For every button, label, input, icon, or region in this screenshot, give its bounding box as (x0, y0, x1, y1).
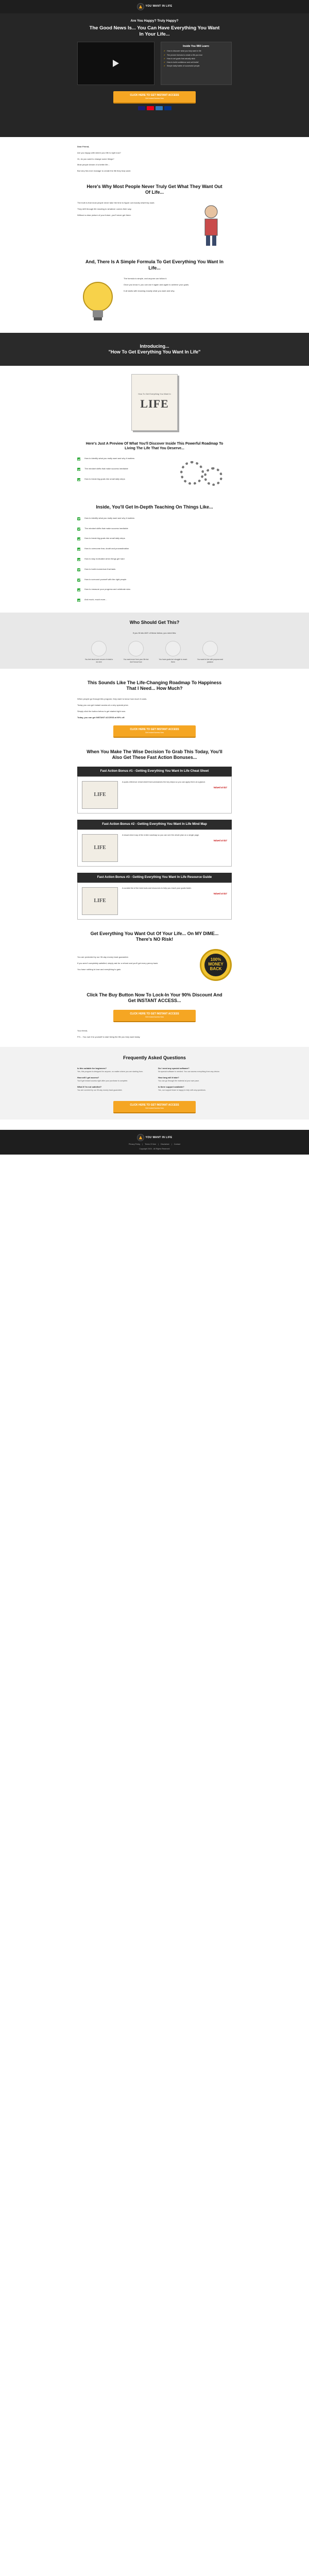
hero-headline: The Good News Is... You Can Have Everything You Want In Your Life... (89, 25, 220, 38)
bonus-card-3 (77, 873, 232, 920)
footer-link-terms[interactable]: Terms Of Use (145, 1143, 157, 1146)
learn-item: ✔ How to build confidence and self-belief (164, 61, 199, 64)
cta-button-top[interactable]: CLICK HERE TO GET INSTANT ACCESS Get Instant Access Now (113, 91, 196, 104)
feature-item: And much, much more... (77, 598, 232, 604)
payment-icons (0, 106, 309, 110)
persona-card: You want to live with purpose and passion (196, 641, 225, 664)
final-title: Click The Buy Button Now To Lock-In Your 90% Discount And Get INSTANT ACCESS... (87, 992, 222, 1003)
bonus-title: Fast Action Bonus #1 - Getting Everything You Want In Life Cheat Sheet (100, 769, 209, 773)
feature-item: How to measure your progress and celebrate wins (77, 588, 232, 594)
hero-section (0, 13, 309, 137)
visa-icon (138, 106, 145, 110)
bonus-text: A visual mind map of the entire roadmap so you can see the whole plan on a single page. (122, 834, 200, 837)
check-icon (77, 478, 80, 481)
gear-icon (204, 467, 222, 486)
guarantee-paragraph: You have nothing to lose and everything to gain. (77, 968, 122, 971)
bonus-cover: LIFE (82, 781, 118, 809)
check-icon (77, 468, 80, 471)
learn-item: ✔ How to discover what you truly want in life (164, 50, 201, 53)
top-bar (0, 0, 309, 13)
signature: Your friend, (77, 1029, 88, 1032)
faq-question[interactable]: Do I need any special software? (158, 1067, 190, 1070)
fast-action-title: When You Make The Wise Decision To Grab This Today, You'll Also Get These Fast Action Bonuses... (87, 749, 222, 760)
mastercard-icon (147, 106, 154, 110)
price-title: This Sounds Like The Life-Changing Roadmap To Happiness That I Need... How Much? (87, 680, 222, 691)
formula-title: And, There Is A Simple Formula To Get Everything You Want In Life... (85, 259, 224, 270)
check-icon (77, 548, 80, 551)
bonus-value: Valued at $17 (213, 892, 227, 895)
product-book-cover (131, 374, 178, 431)
guarantee-seal-icon (200, 949, 232, 981)
learn-item: ✔ Simple daily habits of successful people (164, 65, 200, 67)
feature-item: The mindset shifts that make success inevitable (77, 467, 170, 473)
bonus-card-2 (77, 820, 232, 867)
check-icon: ✔ (164, 61, 166, 64)
check-icon: ✔ (164, 54, 166, 56)
faq-answer: Yes, our support team is happy to help with any questions. (158, 1089, 206, 1091)
discount-title: Today, you can get INSTANT ACCESS at 90% off. (77, 716, 125, 719)
person-icon (202, 641, 218, 656)
guarantee-paragraph: If you aren't completely satisfied, simply ask for a refund and you'll get every penny back. (77, 961, 159, 964)
guarantee-section (77, 931, 232, 943)
check-icon (77, 558, 80, 561)
amex-icon (156, 106, 163, 110)
persona-card: You want more from your life but don't know how (122, 641, 150, 664)
formula-section (77, 259, 232, 324)
feature-item: How to identify what you really want and why it matters (77, 517, 232, 523)
intro-paragraph: Are you happy with where your life is right now? (77, 151, 121, 154)
copyright: Copyright 2024 - All Rights Reserved (139, 1148, 170, 1150)
cta-button-middle[interactable]: CLICK HERE TO GET INSTANT ACCESS Get Instant Access Now (113, 725, 196, 738)
bonus-cover: LIFE (82, 887, 118, 915)
sneak-title: Here's Just A Preview Of What You'll Discover Inside This Powerful Roadmap To Living The Life That You Deserve... (85, 442, 224, 450)
check-icon: ✔ (164, 57, 166, 60)
logo-icon (137, 3, 144, 10)
introducing-band (0, 333, 309, 366)
book-caption: How To Get Everything You Want In (138, 393, 171, 396)
feature-item: How to break big goals into small daily steps (77, 537, 232, 543)
person-icon (165, 641, 181, 656)
footer-link-disclaimer[interactable]: Disclaimer (161, 1143, 169, 1146)
persona-card: You have goals but struggle to reach them (159, 641, 187, 664)
separator: | (171, 1143, 172, 1146)
footer-logo[interactable] (137, 1134, 173, 1141)
hero-eyebrow: Are You Happy? Truly Happy? (130, 19, 179, 23)
video-player[interactable] (77, 42, 154, 85)
faq-answer: You can go through the material at your own pace. (158, 1079, 200, 1082)
bonus-title: Fast Action Bonus #2 - Getting Everything You Want In Life Mind Map (102, 822, 207, 826)
cta-button-faq[interactable]: CLICK HERE TO GET INSTANT ACCESS Get Instant Access Now (113, 1101, 196, 1113)
price-paragraph: Simply click the button below to get started right now. (77, 709, 126, 713)
why-title: Here's Why Most People Never Truly Get What They Want Out Of Life... (87, 183, 222, 195)
final-section (77, 992, 232, 1039)
bonus-value: Valued at $17 (213, 839, 227, 842)
paypal-icon (164, 106, 171, 110)
formula-paragraph: Once you know it, you can use it again and again to achieve your goals. (124, 283, 190, 286)
faq-title: Frequently Asked Questions (123, 1055, 186, 1060)
intro-paragraph: But very few ever manage to create the life they truly want. (77, 170, 131, 173)
lightbulb-icon (77, 277, 118, 324)
feature-item: How to break big goals into small daily steps (77, 478, 170, 484)
brand-name: YOU WANT IN LIFE (145, 5, 173, 8)
feature-item: The mindset shifts that make success inevitable (77, 527, 232, 533)
faq-question[interactable]: Is this suitable for beginners? (77, 1067, 107, 1070)
bonus-value: Valued at $17 (213, 786, 227, 789)
check-icon (77, 579, 80, 582)
footer-link-privacy[interactable]: Privacy Policy (128, 1143, 141, 1146)
feature-item: How to surround yourself with the right people (77, 578, 232, 584)
formula-paragraph: The formula is simple, and anyone can follow it. (124, 277, 167, 280)
bonus-text: A curated list of the best tools and resources to help you reach your goals faster. (122, 887, 192, 890)
faq-question[interactable]: What if I'm not satisfied? (77, 1086, 102, 1089)
persona-card: You feel stuck and unsure of what to do next (84, 641, 113, 664)
learn-item: ✔ The proven formula to create a life you love (164, 54, 203, 56)
who-subtitle: If you fit into ANY of these below, you need this: (132, 632, 177, 635)
person-icon (91, 641, 107, 656)
play-icon[interactable] (113, 60, 119, 67)
intro-paragraph: Most people dream of a better life... (77, 163, 110, 166)
faq-answer: You are covered by our 30-day money back guarantee. (77, 1089, 123, 1091)
formula-paragraph: It all starts with knowing exactly what you want and why. (124, 289, 175, 292)
greeting: Dear Friend, (77, 145, 90, 148)
price-paragraph: When people go through this program, they want to know how much it costs. (77, 698, 147, 701)
faq-answer: You'll get instant access right after your purchase is complete. (77, 1079, 128, 1082)
faq-answer: Yes, this program is designed for anyone, no matter where you are starting from. (77, 1070, 143, 1073)
faq-answer: No special software is needed. You can access everything from any device. (158, 1070, 220, 1073)
faq-question[interactable]: Is there support available? (158, 1086, 184, 1089)
check-icon (77, 537, 80, 540)
bonus-text: A quick-reference cheat sheet that summarizes the key steps so you can apply them at a glance. (122, 781, 206, 784)
footer-links (129, 1143, 180, 1146)
guarantee-box (77, 949, 232, 981)
guarantee-title: Get Everything You Want Out Of Your Life... On MY DIME... There's NO Risk! (90, 931, 219, 942)
learn-item: ✔ How to set goals that actually stick (164, 57, 195, 60)
check-icon (77, 528, 80, 531)
confused-person-illustration (191, 201, 232, 248)
seal-text: 100% MONEY BACK (204, 954, 227, 976)
intro-paragraph: Or, do you want to change some things? (77, 157, 114, 160)
faq-question[interactable]: How long will it take? (158, 1076, 179, 1079)
brand-logo[interactable] (137, 3, 173, 10)
learn-box (161, 42, 232, 85)
separator: | (158, 1143, 159, 1146)
feature-item: How to build momentum that lasts (77, 568, 232, 574)
check-icon (77, 588, 80, 591)
faq-question[interactable]: How will I get access? (77, 1076, 99, 1079)
check-icon (77, 517, 80, 520)
price-section (77, 680, 232, 760)
depth-section (77, 504, 232, 604)
guarantee-paragraph: You are protected by our 30-day money back guarantee. (77, 955, 129, 958)
bonus-title: Fast Action Bonus #3 - Getting Everything You Want In Life Resource Guide (97, 875, 212, 879)
separator: | (142, 1143, 143, 1146)
why-section (77, 184, 232, 248)
who-section (0, 613, 309, 669)
why-paragraph: They drift through life reacting to whatever comes their way. (77, 208, 132, 211)
check-icon (77, 599, 80, 602)
feature-item: How to identify what you really want and why it matters (77, 457, 170, 463)
footer (0, 1130, 309, 1155)
bonus-card-1 (77, 767, 232, 814)
price-paragraph: Today you can get instant access at a very special price. (77, 704, 129, 707)
faq-section (0, 1047, 309, 1120)
intro-section (77, 145, 232, 173)
check-icon: ✔ (164, 50, 166, 53)
depth-title: Inside, You'll Get In-Depth Teaching On Things Like... (96, 504, 213, 510)
feature-item: How to stay motivated when things get hard (77, 557, 232, 564)
logo-icon (137, 1134, 144, 1141)
learn-title: Inside You Will Learn: (183, 45, 210, 48)
brand-name: YOU WANT IN LIFE (145, 1136, 173, 1139)
introducing-kicker: Introducing... (140, 343, 169, 349)
sneak-section (77, 442, 232, 494)
why-paragraph: The truth is that most people never take the time to figure out exactly what they want. (77, 201, 155, 205)
cta-button-bottom[interactable]: CLICK HERE TO GET INSTANT ACCESS Get Instant Access Now (113, 1010, 196, 1022)
feature-item: How to overcome fear, doubt and procrastination (77, 547, 232, 553)
check-icon (77, 568, 80, 571)
person-icon (128, 641, 144, 656)
postscript: P.S. - You owe it to yourself to start living the life you truly want today. (77, 1036, 141, 1039)
why-paragraph: Without a clear picture of your future, you'll never get there. (77, 214, 131, 217)
check-icon: ✔ (164, 65, 166, 67)
who-title: Who Should Get This? (129, 619, 180, 625)
bonus-cover: LIFE (82, 834, 118, 862)
footer-link-contact[interactable]: Contact (174, 1143, 181, 1146)
gear-icon (180, 461, 204, 485)
gears-illustration (175, 457, 232, 493)
book-word: LIFE (140, 397, 169, 410)
introducing-title: "How To Get Everything You Want In Life" (108, 349, 201, 354)
check-icon (77, 457, 80, 461)
